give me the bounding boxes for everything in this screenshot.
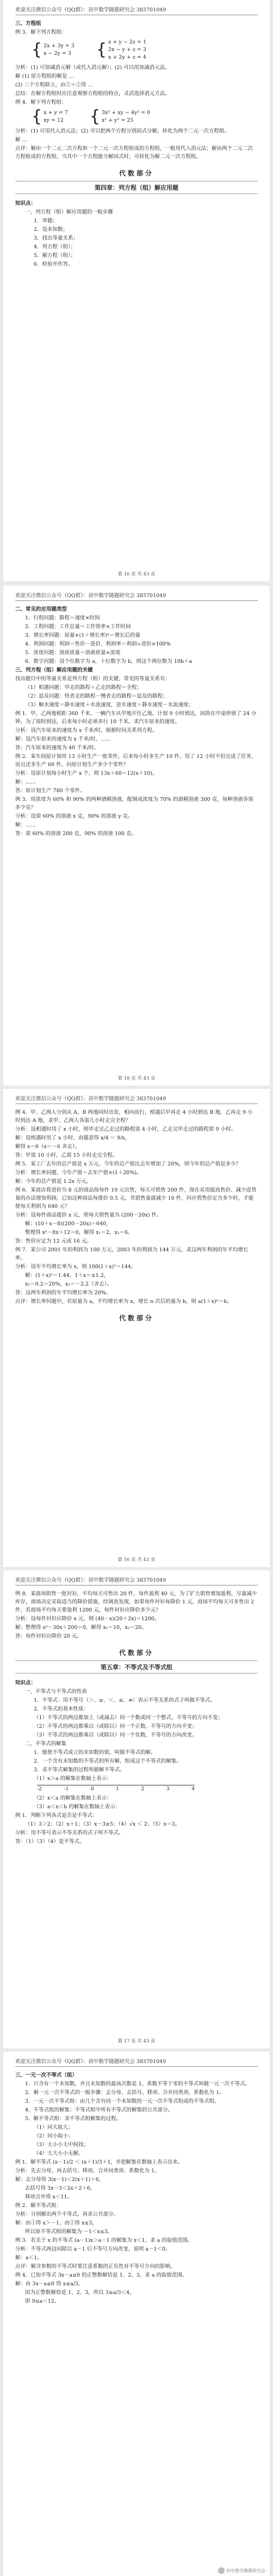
chapter-title: 第五章：不等式及不等式组 <box>15 1660 258 1674</box>
text-line: 解：由①得 x＞－1，由②得 x≤3， <box>15 2220 97 2226</box>
text-line: （1）x＞a 的解集在数轴上表示： <box>34 1776 112 1782</box>
page-footer: 第 16 页 共 43 页 <box>117 572 156 577</box>
text-line: 1．只含有一个未知数，并且未知数的最高次数是 1，系数不等于零的不等式叫做一元一次不等式。 <box>25 2081 251 2087</box>
wechat-icon <box>218 2567 225 2574</box>
document-page-2 <box>3 586 270 1086</box>
text-line: 例 4．已知不等式 3x－a≤0 的正整数解恰是 1、2、3，求 a 的取值范围。 <box>15 2272 188 2278</box>
text-line: 即 9≤a＜12。 <box>25 2298 60 2304</box>
equation: xy = 12 <box>44 117 64 123</box>
equation: x − 2y = 3 <box>44 51 71 57</box>
text-line: 2．解一元一次不等式的一般步骤：去分母、去括号、移项、合并同类项、系数化为 1。 <box>25 2090 225 2096</box>
brace-icon: { <box>89 107 100 126</box>
text-line: 5．解不等式组：求不等式组解集的过程。 <box>25 2116 122 2122</box>
text-line: （3）a＜x＜b 的解集在数轴上表示： <box>34 1804 121 1810</box>
text-line: 5．浓度问题：溶质质量＝溶液质量×浓度 <box>25 650 121 656</box>
text-line: 解：由 3x－a≤0 得 x≤a/3， <box>15 2281 84 2287</box>
text-line: （2）x＜a 的解集在数轴上表示： <box>34 1795 112 1801</box>
text-line: 三、列方程（组）解应用题的关键 <box>15 667 93 673</box>
text-line: (2) 三个方程联立，由①＋②得 … <box>15 82 93 88</box>
equation: x + y − 2z = 1 <box>108 39 146 45</box>
text-line: 3．求不等式解集的过程叫做解不等式。 <box>34 1767 125 1773</box>
logo-text: 初中数学随题研究会 <box>226 2568 265 2573</box>
text-line: （2）同小取小； <box>34 2133 73 2139</box>
text-line: 分析：用不等号表示不等关系的式子叫不等式。 <box>15 1830 124 1836</box>
section-title: 代数部分 <box>119 170 154 177</box>
text-line: （4）大大小小无解。 <box>34 2151 84 2157</box>
text-line: 答：每件衬衫应降价 20 元。 <box>15 1633 82 1639</box>
text-line: 1．审题； <box>34 218 58 224</box>
text-line: 分析：(1) 可用代入消元法；(2) 可以把两个方程分别因式分解，转化为两个二元一次方程组。 <box>15 128 229 134</box>
text-line: 分析：设年平均增长率为 x，则 100(1＋x)²＝144。 <box>15 1264 136 1270</box>
text-line: 找出题目中的等量关系是列方程（组）的关键，常见的等量关系有： <box>15 676 171 682</box>
equation-system <box>90 109 150 125</box>
text-line: 解：设汽车原来的速度为 x 千米/时，…… <box>15 736 111 742</box>
text-line: 分析：设每件商品提价 x 元，则每天销售量为 (200－20x) 件。 <box>15 1212 162 1218</box>
number-line-tick: 0 <box>90 1787 94 1792</box>
text-line: 分析：设每件衬衫应降价 x 元，则 (40－x)(20＋2x)＝1200。 <box>15 1616 160 1622</box>
page-header: 欢迎关注微信公众号《QQ群》：初中数学随题研究会 383701049 <box>15 1094 258 1104</box>
page-footer: 第 18 页 共 43 页 <box>117 1076 156 1081</box>
text-line: （1）同大取大； <box>34 2124 73 2130</box>
text-line: 解：整理得 x²－30x＋200＝0，解得 x₁＝10，x₂＝20。 <box>15 1625 147 1631</box>
page-header: 欢迎关注微信公众号《QQ群》：初中数学随题研究会 383701049 <box>15 2057 258 2067</box>
text-line: 1．不等式：用不等号（＞、≥、＜、≤、≠）表示不等关系的式子叫做不等式。 <box>34 1697 215 1703</box>
text-line: 1．行程问题：路程＝速度×时间 <box>25 615 100 621</box>
text-line: 点评：解含参数的不等式时要注意系数的正负性对不等号方向的影响。 <box>15 2264 176 2270</box>
text-line: 2．一个含有未知数的不等式的所有解，组成这个不等式的解集。 <box>34 1758 182 1764</box>
text-line: 解：去分母得 3(x－1)＜2(x＋1)＋6， <box>15 2177 104 2183</box>
text-line: 例 3．用浓度为 60% 和 90% 的两种酒精溶液，配制成浓度为 70% 的酒精溶液 300 克，每种溶液各需多少克？ <box>15 797 253 811</box>
text-line: 例 2．某车间原计划用 13 小时生产一批零件，后来每小时多生产 10 件，用了 12 小时不但完成了任务，而且还多生产 60 件，问原计划生产多少个零件？ <box>15 754 257 768</box>
text-line: 5．解方程（组）； <box>34 253 76 259</box>
text-line: 例 4．解下列方程组： <box>15 99 67 105</box>
text-line: 3．一元一次不等式组：由几个含有同一个未知数的一元一次不等式组成的不等式组。 <box>25 2098 220 2104</box>
text-line: 例 1．解不等式 (x－1)/2 ＜ (x＋1)/3＋1，并把解集在数轴上表示出来。 <box>15 2159 183 2165</box>
section-title: 代数部分 <box>119 1649 154 1657</box>
text-line: 分析：先去分母，再去括号、移项、合并同类项、系数化为 1。 <box>15 2168 160 2174</box>
text-line: 答：需 60% 的溶液 200 克，90% 的溶液 100 克。 <box>15 831 137 837</box>
document-page-4 <box>3 1570 270 2048</box>
number-line-tick: -2 <box>37 1787 42 1792</box>
number-line <box>37 1785 195 1792</box>
text-line: 6．数字问题：设个位数字为 a，十位数字为 b，则这个两位数为 10b＋a <box>25 659 193 665</box>
text-line: 分析：设需 60% 的溶液 x 克，90% 的溶液 y 克。 <box>15 813 133 819</box>
number-line-tick: -1 <box>64 1787 69 1792</box>
text-line: 分析：设原计划每小时生产 x 个，则 13x＋60＝12(x＋10)。 <box>15 770 158 776</box>
text-line: 解 … <box>15 137 28 143</box>
text-line: 分析：不等式两边同除以 a－1 后不等号方向改变，说明 a－1＜0。 <box>15 2246 171 2252</box>
text-line: （3）不等式的两边都乘以（或除以）同一个负数，不等号的方向改变。 <box>34 1732 197 1738</box>
text-line: 一、列方程（组）解应用题的一般步骤 <box>25 209 113 215</box>
text-line: （2）不等式的两边都乘以（或除以）同一个正数，不等号的方向不变； <box>34 1723 197 1729</box>
text-line: 例 4．甲、乙两人分别从 A、B 两地同时出发，相向而行，相遇后甲再走 4 小时到达 B 地，乙再走 9 小时到达 A 地，求甲、乙两人各需几小时走完全程？ <box>15 1110 253 1124</box>
text-line: 答：这两年利润的年平均增长率为 20%。 <box>15 1290 111 1296</box>
text-line: 去括号得 3x－3＜2x＋2＋6， <box>25 2185 96 2191</box>
brace-icon: { <box>32 107 42 126</box>
text-line: 3．增长率问题：原量×(1＋增长率)ⁿ＝增长后的量 <box>25 632 141 638</box>
text-line: 4．列方程（组）； <box>34 244 76 250</box>
text-line: 例 8．某商场销售一批衬衫，平均每天可售出 20 件，每件盈利 40 元，为了扩大销售增加盈利，尽量减少库存，商场决定采取适当的降价措施，经调查发现，如果每件衬衫每降价 1 元，商场平均每天可多售出 2 件，若商场平均每天要盈利 1200 元，每件衬衫应降价多少元？ <box>15 1591 257 1613</box>
text-line: 解：…… <box>15 822 36 828</box>
equation: x² + y² = 25 <box>101 117 134 123</box>
text-line: 分析：增长率问题，今年产值＝去年产值×(1＋20%)。 <box>15 1170 142 1176</box>
text-line: 4．不等式组的解集：不等式组中所有不等式的解集的公共部分。 <box>25 2107 173 2113</box>
text-line: 答：售价应定为 12 元或 16 元。 <box>15 1238 92 1244</box>
equation: x + y = 7 <box>44 110 68 116</box>
text-line: 解得 x＝6（x＝－6 舍去）。 <box>15 1144 80 1150</box>
text-line: （2）追及问题：快者走的路程－慢者走的路程＝追及的路程； <box>25 693 168 699</box>
text-line: 4．利润问题：利润＝售价－进价，利润率＝利润÷进价×100% <box>25 641 171 647</box>
text-line: 二、常见的应用题类型 <box>15 606 67 612</box>
text-line: 点评：增长率问题中，若原量为 a，平均增长率为 x，增长 n 次后的量为 b，则 a(1＋x)ⁿ＝b。 <box>15 1299 233 1305</box>
page-footer: 第 16 页 共 43 页 <box>117 1557 156 1563</box>
text-line: 答：原计划生产 780 个零件。 <box>15 788 85 794</box>
text-line: （1）不等式的两边都加上（或减去）同一个数或同一个整式，不等号的方向不变； <box>34 1715 224 1721</box>
equation-system <box>96 39 146 61</box>
text-line: 2．设未知数； <box>34 227 69 233</box>
text-line: 2．不等式的基本性质： <box>34 1706 89 1712</box>
document-page-1 <box>3 0 270 581</box>
text-line: 解：(1＋x)²＝1.44，1＋x＝±1.2， <box>25 1273 109 1278</box>
text-line: 解：(10＋x－8)(200－20x)＝640， <box>25 1221 111 1227</box>
page-header: 欢迎关注微信公众号《QQ群》：初中数学随题研究会 383701049 <box>15 5 258 15</box>
equation-system-row <box>15 39 258 61</box>
text-line: 例 2．解不等式组： <box>15 2203 62 2209</box>
text-line: （3）大小小大中间找； <box>34 2142 89 2148</box>
text-line: 移项合并得 x＜11。 <box>25 2194 72 2200</box>
text-line: 例 5．某工厂去年的总产值是 x 万元，今年的总产值比去年增加了 20%，则今年的总产值是多少？ <box>15 1161 241 1167</box>
watermark-logo <box>218 2567 265 2574</box>
number-line-tick: 4 <box>191 1787 195 1792</box>
knowledge-heading: 知识点： <box>15 200 36 206</box>
text-line: 1．能使不等式成立的未知数的值，叫做不等式的解。 <box>34 1750 156 1756</box>
text-line: 三、一元一次不等式（组） <box>15 2072 78 2078</box>
text-line: 分析：(1) 可加减消元解（或代入消元解）；(2) 可以用加减消元法。 <box>15 65 170 71</box>
equation: 3x² + xy − 4y² = 0 <box>101 110 151 116</box>
text-line: 解：…… <box>15 779 36 785</box>
number-line-tick: 1 <box>116 1787 119 1792</box>
text-line: 点评：解由一个二元二次方程和一个二元一次方程组成的方程组，一般用代入消元法；解由两个二元二次方程组成的方程组，当其中一个方程能分解因式时，可转化为解二元一次方程组。 <box>15 146 253 160</box>
number-line-tick: 2 <box>141 1787 145 1792</box>
text-line: （3）顺水速度＝静水速度＋水流速度，逆水速度＝静水速度－水流速度； <box>25 702 194 708</box>
text-line: 6．检验并作答。 <box>34 261 73 267</box>
text-line: （1）相遇问题：甲走的路程＋乙走的路程＝全程； <box>25 685 142 691</box>
text-line: 例 7．某公司 2001 年的利润为 100 万元，2003 年的利润为 144 万元，求这两年利润的年平均增长率。 <box>15 1247 249 1261</box>
text-line: 例 6．某商店将进价为 8 元的商品按每件 10 元出售，每天可销售 200 件，现在采用提高售价、减少进货量的办法增加利润，已知这种商品每涨价 0.5 元，其销售量就减少 10 件，问应将售价定为多少时，才能使每天利润为 640 元？ <box>15 1187 257 1209</box>
document-page-3 <box>3 1089 270 1567</box>
text-line: 三、方程组 <box>15 21 41 27</box>
text-line: 3．找出等量关系； <box>34 235 79 241</box>
text-line: 因为正整数解恰是 1、2、3，所以 3≤a/3＜4， <box>25 2290 135 2296</box>
equation: x + 2y + z = 4 <box>108 54 146 60</box>
text-line: 例 1．判断下列各式是否是不等式： <box>15 1813 98 1819</box>
text-line: 例 3．若关于 x 的不等式 (a－1)x＞a－1 的解集为 x＜1，求 a 的取值范围。 <box>15 2237 193 2243</box>
knowledge-heading: 知识点： <box>15 1680 36 1686</box>
text-line: 答：汽车原来的速度为 40 千米/时。 <box>15 745 100 751</box>
page-footer: 第 17 页 共 43 页 <box>117 2039 156 2044</box>
equation-system <box>32 109 68 125</box>
text-line: 例 1．甲、乙两地相距 360 千米，一辆汽车从甲地开往乙地，计划 9 小时到达，因故在中途停留了 24 分钟，为了按时到达，后来每小时必须多行 10 千米，求汽车原来的速度。 <box>15 711 257 725</box>
text-line: 解：a＜1。 <box>15 2255 42 2261</box>
text-line: 所以原不等式组的解集为 －1＜x≤3。 <box>25 2229 113 2235</box>
text-line: 二、不等式的解集 <box>25 1741 67 1747</box>
text-line: 答：（1）（3）（4）是不等式。 <box>15 1839 85 1845</box>
page-header: 欢迎关注微信公众号《QQ群》：初中数学随题研究会 383701049 <box>15 1576 258 1585</box>
text-line: 解 (1) 原方程组的解是 … <box>15 73 75 79</box>
equation: 2x + 3y = 3 <box>44 43 75 49</box>
section-title: 代数部分 <box>119 1314 154 1322</box>
brace-icon: { <box>96 40 107 59</box>
text-line: 分析：设汽车原来的速度为 x 千米/时，根据时间关系列方程。 <box>15 728 158 734</box>
text-line: 2．工程问题：工作总量＝工作效率×工作时间 <box>25 624 131 630</box>
page-header: 欢迎关注微信公众号《QQ群》：初中数学随题研究会 383701049 <box>15 591 258 601</box>
brace-icon: { <box>32 40 42 59</box>
equation: 2x − y + z = 3 <box>108 47 146 53</box>
text-line: 整理得 x²－8x＋12＝0，解得 x₁＝2，x₂＝6。 <box>25 1230 133 1236</box>
text-line: 例 3．解下列方程组： <box>15 29 67 35</box>
text-line: 解：今年的总产值是 1.2x 万元。 <box>15 1179 92 1184</box>
text-line: 分析：设相遇时用了 x 小时，则甲走完乙走过的路程需 4 小时，乙走完甲走过的路程需 9 小时。 <box>15 1126 237 1132</box>
text-line: （1）3＞2；（2）x＋1；（3）x－3≥5；（4）√x ＜ 2；（5）x＝3。 <box>25 1821 181 1827</box>
document-page-5 <box>3 2052 270 2576</box>
chapter-title: 第四章：列方程（组）解应用题 <box>15 181 258 194</box>
equation-system <box>32 39 75 61</box>
text-line: x₁＝0.2＝20%，x₂＝－2.2（舍去）。 <box>25 1281 112 1287</box>
number-line-tick: 3 <box>166 1787 170 1792</box>
text-line: 答：甲需 10 小时，乙需 15 小时走完全程。 <box>15 1152 118 1158</box>
text-line: 总结：在解方程组时应注意观察方程组的特点，灵活选择消元方法。 <box>15 91 171 97</box>
text-line: 分析：分别解出两个不等式，再求公共部分。 <box>15 2211 119 2217</box>
text-line: 解：设相遇时用了 x 小时，由题意得 x/4 ＝ 9/x， <box>15 1135 131 1141</box>
text-line: 一、不等式与不等式的性质 <box>25 1689 88 1695</box>
equation-system-row <box>15 109 258 125</box>
